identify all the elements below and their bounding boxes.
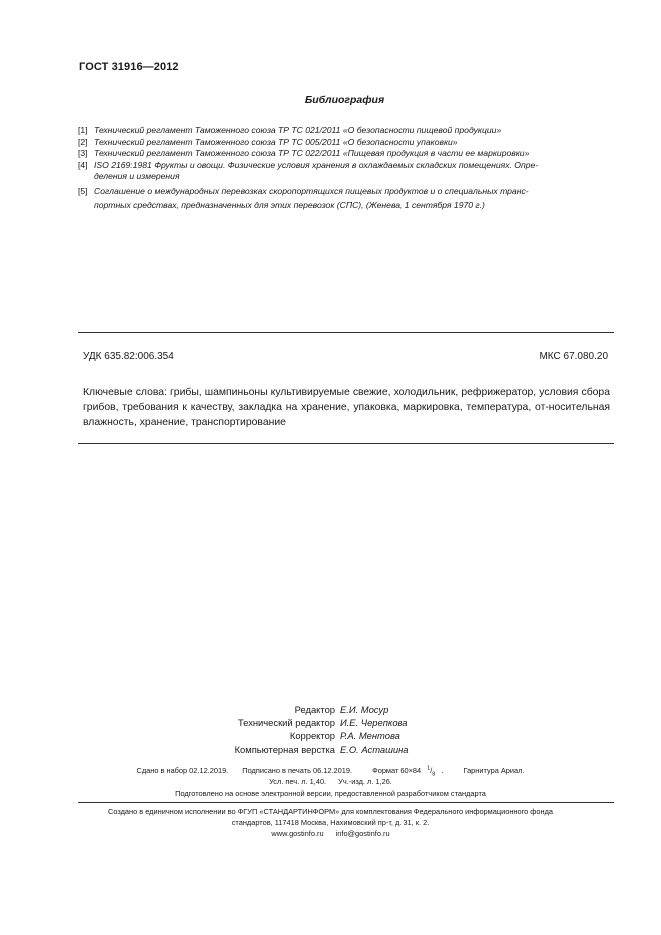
typeface: Гарнитура Ариал.	[463, 766, 525, 775]
print-info-row	[0, 776, 661, 787]
footer-address: стандартов, 117418 Москва, Нахимовский пр-т, д. 31, к. 2.	[231, 818, 430, 827]
bibliography-item-text: Соглашение о международных перевозках скоропортящихся пищевых продуктов и о специальных транс-	[94, 185, 529, 196]
credit-label: Компьютерная верстка	[234, 743, 335, 755]
bibliography-title: Библиография	[304, 94, 385, 106]
prepared-note: Подготовлено на основе электронной версии, предоставленной разработчиком стандарта	[175, 789, 486, 798]
bibliography-item-4	[78, 160, 618, 172]
divider-keywords	[78, 443, 614, 444]
divider-footer	[78, 802, 614, 803]
credits-block	[0, 703, 661, 756]
pub-sheets: Уч.-изд. л. 1,26.	[338, 777, 392, 786]
bibliography-item-text: Технический регламент Таможенного союза ТР ТС 021/2011 «О безопасности пищевой продукции»	[94, 125, 502, 135]
footer-website[interactable]: www.gostinfo.ru	[271, 829, 324, 838]
credit-row-tech-editor	[0, 716, 661, 729]
footer-contacts	[0, 828, 661, 839]
bibliography-item-5	[78, 186, 618, 198]
bibliography-item-text: Технический регламент Таможенного союза ТР ТС 005/2011 «О безопасности упаковки»	[94, 136, 458, 147]
paper-format: Формат 60×84 $^1/_8$ .	[372, 765, 444, 778]
bibliography-item-number: [1]	[78, 125, 88, 135]
keywords-paragraph: Ключевые слова: грибы, шампиньоны культивируемые свежие, холодильник, рефрижератор, условия сбора грибов, требования к качеству, закладка на хранение, упаковка, маркировка, температура, от-носительная влажность, хранение, транспортирование	[83, 387, 610, 428]
divider-top	[78, 332, 614, 333]
print-info	[0, 765, 661, 799]
publisher-footer	[0, 806, 661, 839]
bibliography-item-text: Технический регламент Таможенного союза ТР ТС 022/2011 «Пищевая продукция в части ее маркировки»	[94, 148, 530, 158]
bibliography-item-number: [5]	[78, 185, 88, 196]
print-info-row	[0, 765, 661, 776]
signed-date: Подписано в печать 06.12.2019.	[242, 766, 353, 775]
credit-row-editor	[0, 703, 661, 716]
standard-designation: ГОСТ 31916—2012	[79, 61, 179, 73]
submitted-date: Сдано в набор 02.12.2019.	[136, 766, 229, 775]
bibliography-item-1	[78, 125, 618, 137]
credit-label: Корректор	[289, 730, 335, 742]
bibliography-item-continuation: портных средствах, предназначенных для этих перевозок (СПС), (Женева, 1 сентября 1970 г.)	[94, 200, 485, 210]
bibliography-item-2	[78, 137, 618, 149]
credit-value: Е.О. Асташина	[340, 743, 409, 755]
mks-code: МКС 67.080.20	[539, 351, 608, 362]
bibliography-list	[78, 125, 618, 212]
credit-value: И.Е. Черепкова	[340, 717, 408, 729]
print-sheets: Усл. печ. л. 1,40.	[269, 777, 327, 786]
credit-label: Редактор	[294, 704, 335, 715]
bibliography-item-3	[78, 148, 618, 160]
bibliography-item-number: [4]	[78, 159, 88, 170]
bibliography-item-text: ISO 2169:1981 Фрукты и овощи. Физические условия хранения в охлаждаемых складских помещениях. Опре-	[94, 159, 539, 170]
udk-code: УДК 635.82:006.354	[83, 351, 174, 362]
credit-row-layout	[0, 743, 661, 756]
credit-row-proofreader	[0, 729, 661, 742]
bibliography-item-number: [2]	[78, 136, 88, 147]
bibliography-item-continuation: деления и измерения	[94, 171, 180, 181]
bibliography-item-number: [3]	[78, 148, 88, 158]
credit-value: Р.А. Ментова	[340, 730, 400, 742]
footer-line: Создано в единичном исполнении во ФГУП «СТАНДАРТИНФОРМ» для комплектования Федерального информационного фонда	[108, 807, 553, 816]
credit-value: Е.И. Мосур	[340, 704, 389, 715]
credit-label: Технический редактор	[237, 717, 335, 729]
footer-email[interactable]: info@gostinfo.ru	[335, 829, 390, 838]
